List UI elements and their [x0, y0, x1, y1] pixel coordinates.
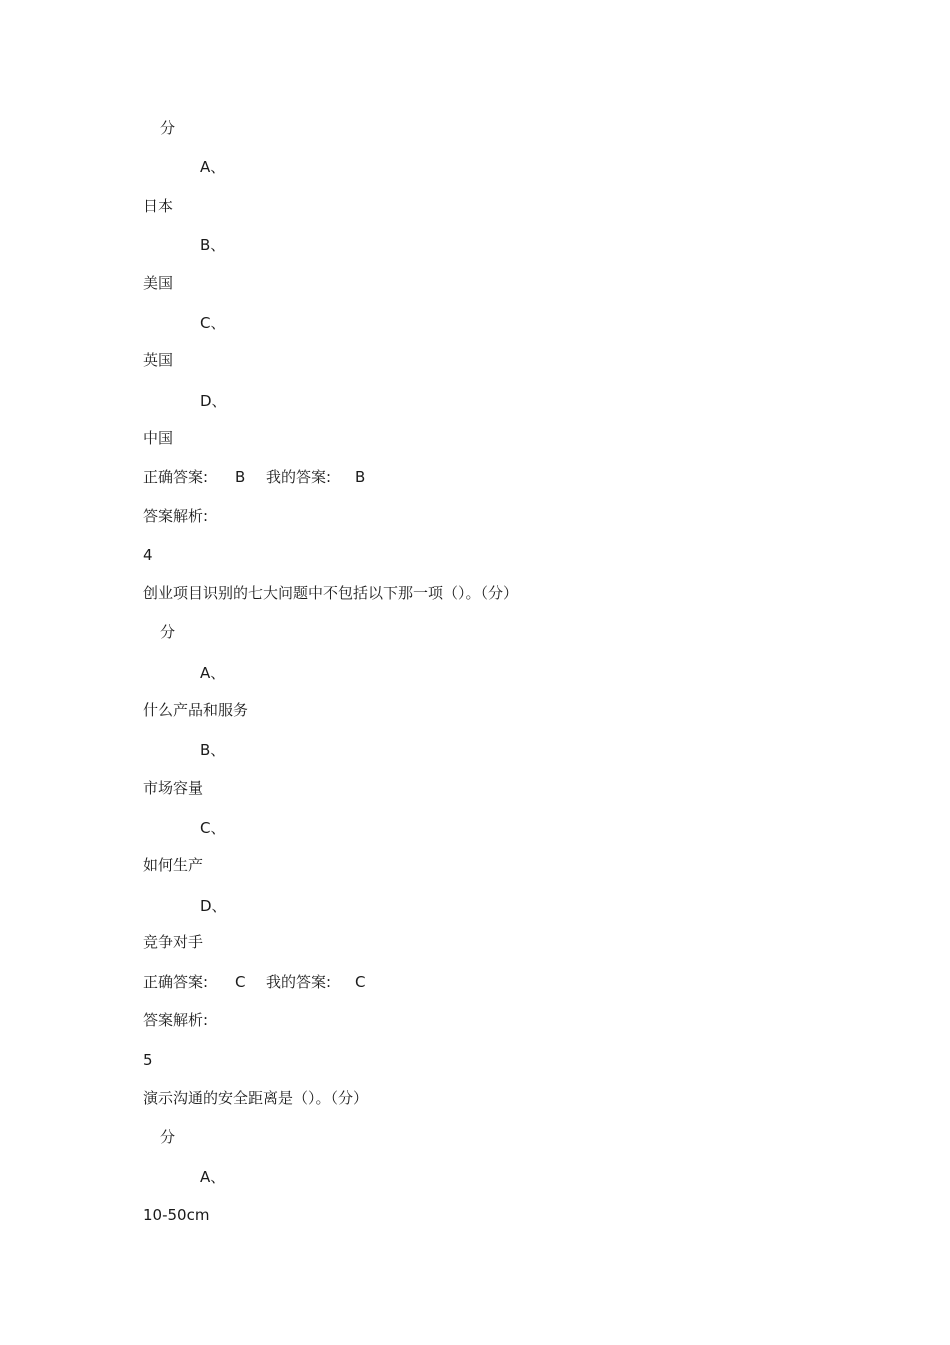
question-score: 分: [160, 623, 176, 641]
option-letter-b: B、: [200, 741, 226, 759]
option-letter-c: C、: [200, 314, 226, 332]
option-text-a: 什么产品和服务: [143, 701, 249, 719]
option-letter-b: B、: [200, 236, 226, 254]
my-answer-value: C: [355, 973, 366, 991]
question-text: 创业项目识别的七大问题中不包括以下那一项（）。（分）: [143, 584, 519, 602]
question-score: 分: [160, 1128, 176, 1146]
option-text-a: 10-50cm: [143, 1206, 210, 1224]
answer-row: [143, 972, 365, 992]
correct-answer-value: C: [235, 973, 246, 991]
question-text: 演示沟通的安全距离是（）。（分）: [143, 1089, 369, 1107]
option-letter-a: A、: [200, 1168, 226, 1186]
option-letter-c: C、: [200, 819, 226, 837]
option-text-c: 如何生产: [143, 856, 204, 874]
answer-row: [143, 467, 365, 487]
option-letter-a: A、: [200, 158, 226, 176]
option-text-b: 市场容量: [143, 779, 204, 797]
answer-analysis-label: 答案解析:: [143, 1011, 209, 1029]
question-number: 5: [143, 1051, 153, 1069]
option-text-d: 中国: [143, 429, 174, 447]
option-text-d: 竞争对手: [143, 933, 204, 951]
option-text-c: 英国: [143, 351, 174, 369]
question-number: 4: [143, 546, 153, 564]
option-letter-d: D、: [200, 897, 227, 915]
option-text-b: 美国: [143, 274, 174, 292]
correct-answer-value: B: [235, 468, 246, 486]
option-letter-a: A、: [200, 664, 226, 682]
answer-analysis-label: 答案解析:: [143, 507, 209, 525]
option-text-a: 日本: [143, 197, 174, 215]
my-answer-label: 我的答案:: [266, 973, 332, 991]
option-letter-d: D、: [200, 392, 227, 410]
correct-answer-label: 正确答案:: [143, 973, 209, 991]
my-answer-label: 我的答案:: [266, 468, 332, 486]
correct-answer-label: 正确答案:: [143, 468, 209, 486]
my-answer-value: B: [355, 468, 366, 486]
question-score: 分: [160, 119, 176, 137]
